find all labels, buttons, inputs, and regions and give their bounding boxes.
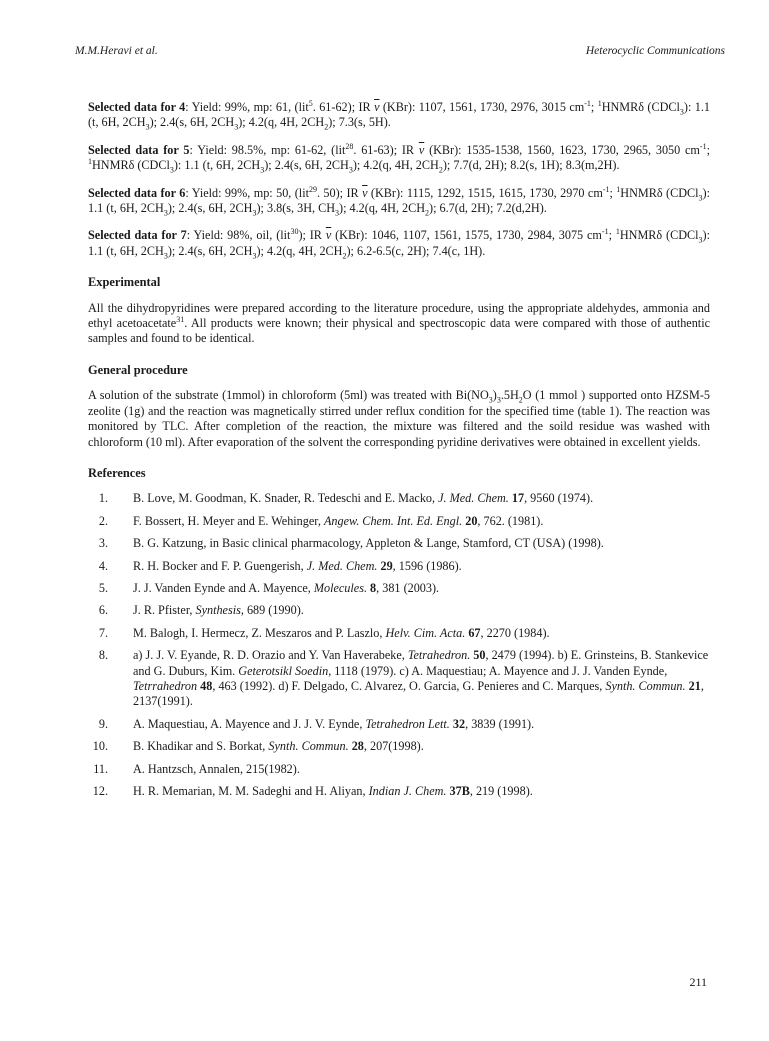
selected-data-paragraph [88, 228, 710, 259]
selected-data-text: : Yield: 99%, mp: 61, (lit$^5$. 61-62); IR $\overline{\nu}$ (KBr): 1107, 1561, 1730, 2976, 3015 $cm^{-1}$; $^1$HNMRδ (CDCl$_3$): 1.1 (t, 6H, $2CH_3$); 2.4(s, 6H, $2CH_3$); 4.2(q, 4H, $2CH_2$); 7.3(s, 5H). [88, 98, 710, 132]
reference-text: a) J. J. V. Eyande, R. D. Orazio and Y. Van Haverabeke, Tetrahedron. 50, 2479 (1994). b) E. Grinsteins, B. Stankevice and G. Duburs, Kim. Geterotsikl Soedin, 1118 (1979). c) A. Maquestiau; A. Mayence and J. J. Vanden Eynde, Tetrrahedron 48, 463 (1992). d) F. Delgado, C. Alvarez, O. Garcia, G. Penieres and C. Marques, Synth. Commun. 21, 2137(1991). [133, 648, 709, 709]
reference-number: 1. [98, 491, 108, 506]
reference-list [88, 491, 710, 799]
experimental-heading: Experimental [88, 275, 161, 290]
selected-data-text: : Yield: 98%, oil, (lit$^{30}$); IR $\overline{\nu}$ (KBr): 1046, 1107, 1561, 1575, 1730, 2984, 3075 $cm^{-1}$; $^1$HNMRδ (CDCl$_3$): 1.1 (t, 6H, $2CH_3$); 2.4(s, 6H, $2CH_3$); 4.2(q, 4H, $2CH_2$); 6.2-6.5(c, 2H); 7.4(c, 1H). [88, 227, 710, 261]
selected-data-text: : Yield: 98.5%, mp: 61-62, (lit$^{28}$. 61-63); IR $\overline{\nu}$ (KBr): 1535-1538, 1560, 1623, 1730, 2965, 3050 $cm^{-1}$; $^1$HNMRδ (CDCl$_3$): 1.1 (t, 6H, $2CH_3$); 2.4(s, 6H, $2CH_3$); 4.2(q, 4H, $2CH_2$); 7.7(d, 2H); 8.2(s, 1H); 8.3(m,2H). [88, 141, 710, 175]
reference-text: R. H. Bocker and F. P. Guengerish, J. Med. Chem. 29, 1596 (1986). [133, 558, 462, 573]
header-authors: M.M.Heravi et al. [75, 45, 158, 57]
running-header [75, 45, 725, 63]
reference-item [88, 514, 710, 529]
reference-item [88, 491, 710, 506]
reference-item [88, 784, 710, 799]
reference-text: J. J. Vanden Eynde and A. Mayence, Molecules. 8, 381 (2003). [133, 580, 440, 595]
reference-number: 11. [93, 761, 108, 776]
general-procedure-heading: General procedure [88, 362, 188, 377]
header-journal: Heterocyclic Communications [585, 45, 725, 57]
reference-item [88, 559, 710, 574]
reference-number: 7. [98, 625, 108, 640]
reference-text: A. Maquestiau, A. Mayence and J. J. V. Eynde, Tetrahedron Lett. 32, 3839 (1991). [133, 716, 535, 731]
reference-item [88, 626, 710, 641]
reference-item [88, 717, 710, 732]
reference-text: F. Bossert, H. Meyer and E. Wehinger, Angew. Chem. Int. Ed. Engl. 20, 762. (1981). [133, 513, 544, 528]
reference-item [88, 581, 710, 596]
reference-number: 2. [98, 513, 108, 528]
reference-number: 4. [98, 558, 108, 573]
reference-item [88, 603, 710, 618]
selected-data-label: Selected data for 6 [88, 185, 186, 200]
page-number: 211 [689, 975, 707, 989]
article-body [88, 100, 710, 806]
reference-number: 10. [92, 739, 108, 754]
reference-number: 9. [98, 716, 108, 731]
reference-number: 8. [98, 648, 108, 663]
selected-data-label: Selected data for 5 [88, 142, 190, 157]
reference-item [88, 648, 710, 710]
reference-item [88, 536, 710, 551]
general-procedure-text: A solution of the substrate (1mmol) in chloroform (5ml) was treated with $Bi(NO_3)_3.5H_2O$ (1 mmol ) supported onto HZSM-5 zeolite (1g) and the reaction was magnetically stirred under reflux condition for the specified time (table 1). The reaction was monitored by TLC. After completion of the reaction, the mixture was filtered and the soild residue was washed with chloroform (10 ml). After evaporation of the solvent the corresponding pyridine derivatives were obtained in excellent yields. [88, 388, 710, 449]
reference-number: 6. [98, 603, 108, 618]
reference-item [88, 762, 710, 777]
reference-text: H. R. Memarian, M. M. Sadeghi and H. Aliyan, Indian J. Chem. 37B, 219 (1998). [133, 784, 533, 798]
reference-text: M. Balogh, I. Hermecz, Z. Meszaros and P. Laszlo, Helv. Cim. Acta. 67, 2270 (1984). [133, 625, 550, 640]
reference-text: J. R. Pfister, Synthesis, 689 (1990). [133, 603, 304, 618]
selected-data-text: : Yield: 99%, mp: 50, (lit$^{29}$. 50); IR $\overline{\nu}$ (KBr): 1115, 1292, 1515, 1615, 1730, 2970 $cm^{-1}$; $^1$HNMRδ (CDCl$_3$): 1.1 (t, 6H, $2CH_3$); 2.4(s, 6H, $2CH_3$); 3.8(s, 3H, $CH_3$); 4.2(q, 4H, $2CH_2$); 6.7(d, 2H); 7.2(d,2H). [88, 184, 710, 218]
selected-data-paragraph [88, 100, 710, 131]
references-heading: References [88, 465, 146, 480]
experimental-text: All the dihydropyridines were prepared according to the literature procedure, using the appropriate aldehydes, ammonia and ethyl acetoacetate$^{31}$. All products were known; their physical and spectroscopic data were compared with those of authentic samples and found to be identical. [88, 300, 710, 346]
reference-item [88, 739, 710, 754]
selected-data-label: Selected data for 4 [88, 100, 186, 114]
reference-text: B. Khadikar and S. Borkat, Synth. Commun. 28, 207(1998). [133, 739, 424, 754]
selected-data-paragraph [88, 186, 710, 217]
selected-data-paragraph [88, 143, 710, 174]
selected-data-label: Selected data for 7 [88, 228, 187, 243]
reference-number: 5. [98, 580, 108, 595]
reference-text: B. G. Katzung, in Basic clinical pharmacology, Appleton & Lange, Stamford, CT (USA) (1998). [133, 536, 604, 551]
reference-number: 12. [92, 784, 108, 798]
selected-data-section [88, 100, 710, 259]
reference-number: 3. [98, 536, 108, 551]
reference-text: A. Hantzsch, Annalen, 215(1982). [133, 761, 300, 776]
reference-text: B. Love, M. Goodman, K. Snader, R. Tedeschi and E. Macko, J. Med. Chem. 17, 9560 (1974). [133, 491, 594, 506]
